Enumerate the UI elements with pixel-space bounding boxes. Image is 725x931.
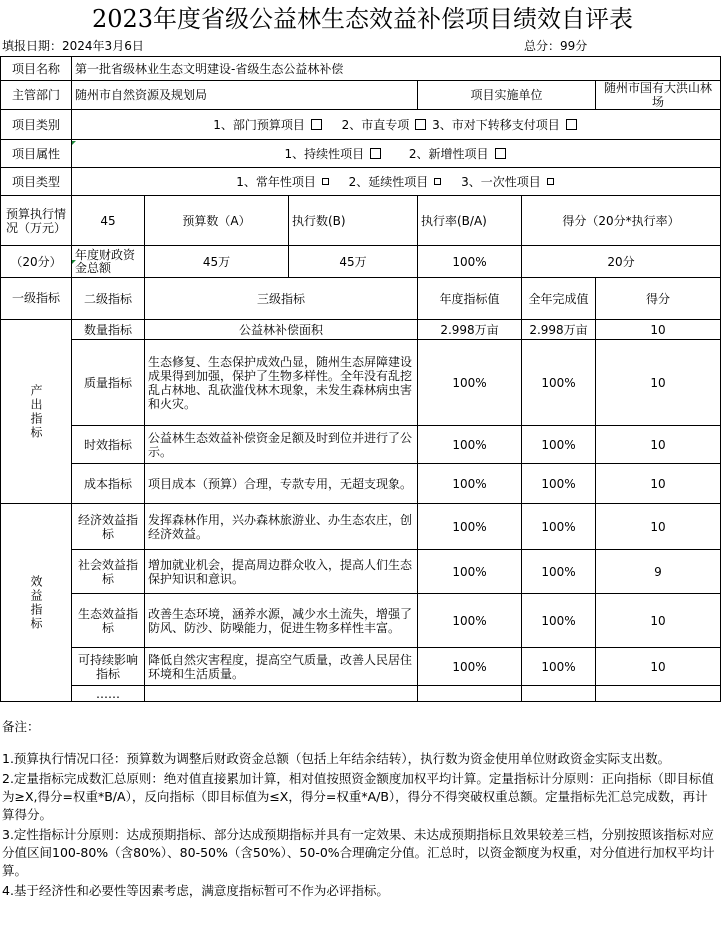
l3-cell: 公益林补偿面积 bbox=[145, 320, 418, 340]
fill-date-value: 2024年3月6日 bbox=[62, 39, 144, 53]
evaluation-table bbox=[0, 56, 721, 702]
actual-cell: 100% bbox=[522, 464, 596, 504]
type-option-1: 1、常年性项目 bbox=[236, 174, 316, 189]
attr-option-2: 2、新增性项目 bbox=[408, 146, 489, 161]
l2-cell: 成本指标 bbox=[72, 464, 145, 504]
note-2: 2.定量指标完成数汇总原则：绝对值直接累加计算，相对值按照资金额度加权平均计算。定量指标计分原则：正向指标（即目标值为≥X,得分=权重*B/A），反向指标（即目标值为≤X，得分=权重*A/B），得分不得突破权重总额。定量指标先汇总完成数，再计算得分。 bbox=[2, 771, 714, 822]
header-score-col: 得分 bbox=[596, 278, 721, 320]
actual-cell: 100% bbox=[522, 340, 596, 426]
checkbox-icon[interactable] bbox=[322, 178, 329, 185]
category-option-1: 1、部门预算项目 bbox=[213, 117, 305, 132]
l3-cell: 公益林生态效益补偿资金足额及时到位并进行了公示。 bbox=[145, 426, 418, 464]
l2-cell: 数量指标 bbox=[72, 320, 145, 340]
ellipsis-cell: …… bbox=[72, 686, 145, 702]
empty-cell bbox=[418, 686, 522, 702]
checkbox-icon[interactable] bbox=[311, 119, 322, 130]
target-cell: 100% bbox=[418, 504, 522, 550]
notes-section bbox=[0, 718, 716, 902]
target-cell: 100% bbox=[418, 594, 522, 648]
note-3: 3.定性指标计分原则：达成预期指标、部分达成预期指标并具有一定效果、未达成预期指标且效果较差三档，分别按照该指标对应分值区间100-80%（含80%）、80-50%（含50%）、50-0%合理确定分值。汇总时，以资金额度为权重，对分值进行加权平均计算。 bbox=[2, 827, 715, 878]
score-cell: 9 bbox=[596, 550, 721, 594]
attr-options bbox=[72, 140, 721, 168]
l3-cell: 降低自然灾害程度，提高空气质量，改善人民居住环境和生活质量。 bbox=[145, 648, 418, 686]
checkbox-icon[interactable] bbox=[566, 119, 577, 130]
category-option-2: 2、市直专项 bbox=[341, 117, 410, 132]
type-options bbox=[72, 168, 721, 196]
score-cell: 10 bbox=[596, 464, 721, 504]
budget-label: 预算执行情况（万元） bbox=[1, 196, 72, 246]
dept-value: 随州市自然资源及规划局 bbox=[72, 81, 418, 110]
dept-label: 主管部门 bbox=[1, 81, 72, 110]
note-4: 4.基于经济性和必要性等因素考虑，满意度指标暂可不作为必评指标。 bbox=[2, 883, 389, 898]
budget-value: 45 bbox=[72, 196, 145, 246]
impl-unit-value: 随州市国有大洪山林场 bbox=[596, 81, 721, 110]
l3-cell: 发挥森林作用，兴办森林旅游业、办生态农庄，创经济效益。 bbox=[145, 504, 418, 550]
project-name: 第一批省级林业生态文明建设-省级生态公益林补偿 bbox=[72, 57, 721, 81]
target-cell: 100% bbox=[418, 550, 522, 594]
header-actual: 全年完成值 bbox=[522, 278, 596, 320]
target-cell: 100% bbox=[418, 426, 522, 464]
score-cell: 10 bbox=[596, 340, 721, 426]
actual-cell: 100% bbox=[522, 426, 596, 464]
annual-funds-label: 年度财政资金总额 bbox=[72, 246, 145, 278]
header-l1: 一级指标 bbox=[1, 278, 72, 320]
l2-cell: 经济效益指标 bbox=[72, 504, 145, 550]
benefit-label-text: 效益指标 bbox=[29, 574, 43, 631]
attr-label: 项目属性 bbox=[1, 140, 72, 168]
fill-date-label: 填报日期： bbox=[2, 39, 63, 53]
type-label: 项目类型 bbox=[1, 168, 72, 196]
note-1: 1.预算执行情况口径：预算数为调整后财政资金总额（包括上年结余结转），执行数为资金使用单位财政资金实际支出数。 bbox=[2, 751, 671, 766]
fill-date bbox=[2, 38, 144, 54]
checkbox-icon[interactable] bbox=[495, 148, 506, 159]
benefit-indicator-label bbox=[1, 504, 72, 702]
actual-cell: 100% bbox=[522, 648, 596, 686]
score-cell: 10 bbox=[596, 594, 721, 648]
target-cell: 100% bbox=[418, 464, 522, 504]
header-exec: 执行数(B) bbox=[289, 196, 418, 246]
total-score: 总分：99分 bbox=[524, 39, 588, 53]
header-l2: 二级指标 bbox=[72, 278, 145, 320]
budget-num: 45万 bbox=[145, 246, 289, 278]
actual-cell: 100% bbox=[522, 550, 596, 594]
score-cell: 10 bbox=[596, 426, 721, 464]
impl-unit-label: 项目实施单位 bbox=[418, 81, 596, 110]
header-budget: 预算数（A） bbox=[145, 196, 289, 246]
checkbox-icon[interactable] bbox=[434, 178, 441, 185]
checkbox-icon[interactable] bbox=[370, 148, 381, 159]
checkbox-icon[interactable] bbox=[415, 119, 426, 130]
cell-comment-marker bbox=[72, 260, 76, 264]
l2-cell: 时效指标 bbox=[72, 426, 145, 464]
target-cell: 2.998万亩 bbox=[418, 320, 522, 340]
category-options bbox=[72, 110, 721, 140]
target-cell: 100% bbox=[418, 340, 522, 426]
score-cell: 10 bbox=[596, 648, 721, 686]
actual-cell: 2.998万亩 bbox=[522, 320, 596, 340]
empty-cell bbox=[145, 686, 418, 702]
exec-rate: 100% bbox=[418, 246, 522, 278]
l2-cell: 可持续影响指标 bbox=[72, 648, 145, 686]
budget-score: 20分 bbox=[522, 246, 721, 278]
empty-cell bbox=[522, 686, 596, 702]
header-target: 年度指标值 bbox=[418, 278, 522, 320]
attr-option-1: 1、持续性项目 bbox=[284, 146, 365, 161]
l3-cell: 改善生态环境，涵养水源，减少水土流失，增强了防风、防沙、防噪能力，促进生物多样性丰富。 bbox=[145, 594, 418, 648]
l3-cell: 项目成本（预算）合理，专款专用，无超支现象。 bbox=[145, 464, 418, 504]
notes-label: 备注： bbox=[2, 719, 40, 734]
type-option-3: 3、一次性项目 bbox=[461, 174, 541, 189]
l2-cell: 质量指标 bbox=[72, 340, 145, 426]
score-cell: 10 bbox=[596, 320, 721, 340]
type-option-2: 2、延续性项目 bbox=[348, 174, 429, 189]
l2-cell: 生态效益指标 bbox=[72, 594, 145, 648]
category-option-3: 3、市对下转移支付项目 bbox=[432, 117, 560, 132]
header-rate: 执行率(B/A) bbox=[418, 196, 522, 246]
actual-cell: 100% bbox=[522, 504, 596, 550]
cell-comment-marker bbox=[72, 141, 76, 145]
category-label: 项目类别 bbox=[1, 110, 72, 140]
header-score: 得分（20分*执行率） bbox=[522, 196, 721, 246]
checkbox-icon[interactable] bbox=[547, 178, 554, 185]
output-indicator-label bbox=[1, 320, 72, 504]
page-title: 2023年度省级公益林生态效益补偿项目绩效自评表 bbox=[91, 5, 634, 33]
target-cell: 100% bbox=[418, 648, 522, 686]
empty-cell bbox=[596, 686, 721, 702]
exec-num: 45万 bbox=[289, 246, 418, 278]
actual-cell: 100% bbox=[522, 594, 596, 648]
l3-cell: 生态修复、生态保护成效凸显，随州生态屏障建设成果得到加强，保护了生物多样性。全年没有乱挖乱占林地、乱砍滥伐林木现象，未发生森林病虫害和火灾。 bbox=[145, 340, 418, 426]
l2-cell: 社会效益指标 bbox=[72, 550, 145, 594]
output-label-text: 产出指标 bbox=[29, 383, 43, 440]
score-cell: 10 bbox=[596, 504, 721, 550]
l3-cell: 增加就业机会，提高周边群众收入，提高人们生态保护知识和意识。 bbox=[145, 550, 418, 594]
budget-sub-label: （20分） bbox=[1, 246, 72, 278]
project-name-label: 项目名称 bbox=[1, 57, 72, 81]
header-l3: 三级指标 bbox=[145, 278, 418, 320]
